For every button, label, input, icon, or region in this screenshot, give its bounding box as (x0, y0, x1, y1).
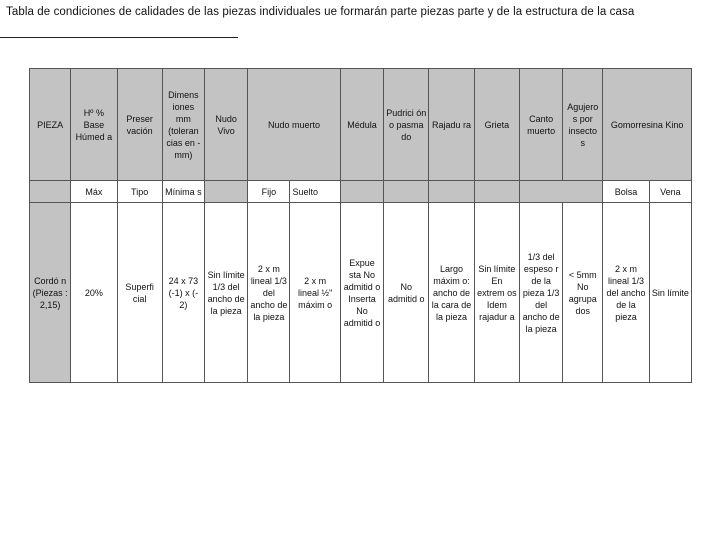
header-humedad: Hº % Base Húmed a (71, 69, 117, 181)
cell-medula: Expue sta No admitid o Inserta No admitid o (340, 203, 383, 383)
header-dimensiones: Dimens iones mm (toleran cias en - mm) (162, 69, 204, 181)
subheader-minimas: Mínima s (162, 181, 204, 203)
header-nudo-muerto: Nudo muerto (248, 69, 341, 181)
subheader-bolsa: Bolsa (603, 181, 649, 203)
subheader-blank (384, 181, 429, 203)
subheader-blank (520, 181, 603, 203)
cell-bolsa: 2 x m lineal 1/3 del ancho de la pieza (603, 203, 649, 383)
subheader-tipo: Tipo (117, 181, 162, 203)
cell-rajadura: Largo máxim o: ancho de la cara de la pieza (429, 203, 474, 383)
header-preservacion: Preser vación (117, 69, 162, 181)
quality-conditions-table (29, 68, 692, 383)
header-row (30, 69, 692, 181)
cell-pudricion: No admitid o (384, 203, 429, 383)
cell-nudo-fijo: 2 x m lineal 1/3 del ancho de la pieza (248, 203, 290, 383)
subheader-blank (205, 181, 248, 203)
subheader-row (30, 181, 692, 203)
subheader-blank (474, 181, 519, 203)
document-title: Tabla de condiciones de calidades de las piezas individuales ue formarán parte piezas parte y de la estructura de la casa (6, 6, 635, 18)
cell-nudo-suelto: 2 x m lineal ½" máxim o (290, 203, 340, 383)
subheader-suelto: Suelto (290, 181, 340, 203)
subheader-vena: Vena (649, 181, 691, 203)
header-canto-muerto: Canto muerto (520, 69, 563, 181)
data-row-cordon (30, 203, 692, 383)
subheader-blank (340, 181, 383, 203)
cell-vena: Sin límite (649, 203, 691, 383)
subheader-blank (30, 181, 71, 203)
cell-nudo-vivo: Sin límite 1/3 del ancho de la pieza (205, 203, 248, 383)
header-agujero: Agujero s por insecto s (563, 69, 603, 181)
header-nudo-vivo: Nudo Vivo (205, 69, 248, 181)
header-pieza: PIEZA (30, 69, 71, 181)
cell-pieza: Cordó n (Piezas : 2,15) (30, 203, 71, 383)
cell-canto-muerto: 1/3 del espeso r de la pieza 1/3 del ancho de la pieza (520, 203, 563, 383)
subheader-max: Máx (71, 181, 117, 203)
cell-humedad: 20% (71, 203, 117, 383)
header-medula: Médula (340, 69, 383, 181)
header-gomorresina: Gomorresina Kino (603, 69, 692, 181)
cell-preservacion: Superfi cial (117, 203, 162, 383)
header-grieta: Grieta (474, 69, 519, 181)
title-underline (0, 37, 238, 38)
header-rajadura: Rajadu ra (429, 69, 474, 181)
cell-grieta: Sin límite En extrem os Idem rajadur a (474, 203, 519, 383)
subheader-fijo: Fijo (248, 181, 290, 203)
cell-dimensiones: 24 x 73 (-1) x (- 2) (162, 203, 204, 383)
subheader-blank (429, 181, 474, 203)
cell-agujero: < 5mm No agrupa dos (563, 203, 603, 383)
header-pudricion: Pudrici ón o pasma do (384, 69, 429, 181)
